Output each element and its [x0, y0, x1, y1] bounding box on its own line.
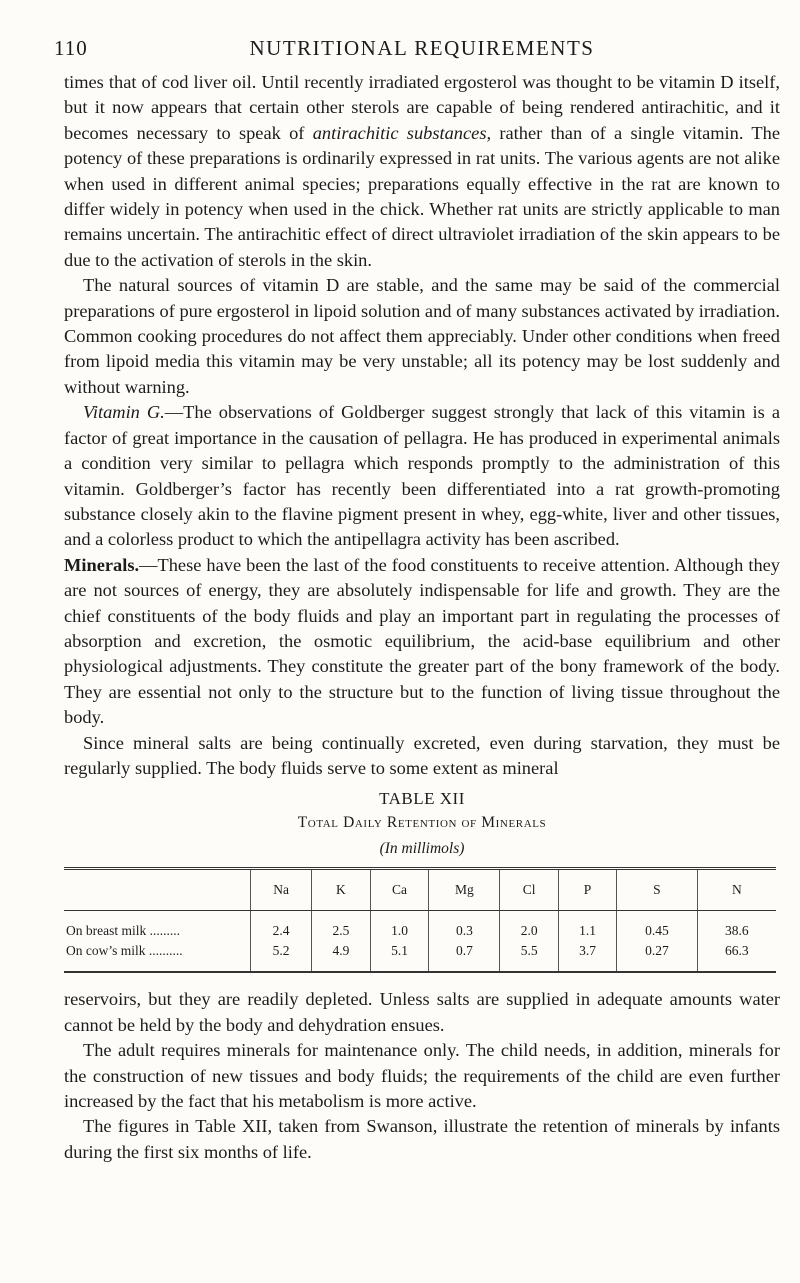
table-cell: 66.3 — [697, 941, 776, 972]
paragraph-vitamin-d-continued — [64, 70, 780, 273]
table-cell: 1.1 — [558, 911, 616, 942]
row-label: On cow’s milk .......... — [66, 943, 183, 959]
paragraph-text: —These have been the last of the food constituents to receive attention. Although they are not sources of energy, they are absolutely indispensable for life and growth. They are the chief constituents of the body fluids and play an important part in regulating the processes of absorption and excretion, the osmotic equilibrium, the acid-base equilibrium and other physiological adjustments. They constitute the greater part of the bony framework of the body. They are essential not only to the structure but to the function of living tissue throughout the body. — [64, 554, 780, 728]
paragraph-adult-requirements: The adult requires minerals for maintenance only. The child needs, in addition, minerals for the construction of new tissues and body fluids; the requirements of the child are even further increased by the fact that his metabolism is more active. — [64, 1040, 780, 1111]
table-cell: 2.0 — [500, 911, 558, 942]
column-header: S — [617, 869, 697, 911]
table-row — [64, 941, 776, 972]
column-header: Ca — [370, 869, 429, 911]
paragraph-table-reference: The figures in Table XII, taken from Swanson, illustrate the retention of minerals by infants during the first six months of life. — [64, 1116, 780, 1162]
paragraph-text: rather than of a single vitamin. The potency of these preparations is ordinarily expressed in rat units. The various agents are not alike when used in different animal species; preparations equally effective in the rat are known to differ widely in potency when used in the chick. Whether rat units are strictly applicable to man remains uncertain. The antirachitic effect of direct ultraviolet irradiation of the skin appears to be due to the activation of sterols in the skin. — [64, 122, 780, 270]
column-header: K — [312, 869, 370, 911]
table-header-row — [64, 869, 776, 911]
page-number: 110 — [54, 36, 88, 60]
column-header: N — [697, 869, 776, 911]
paragraph-reservoirs: reservoirs, but they are readily depleted. Unless salts are supplied in adequate amounts water cannot be held by the body and dehydration ensues. — [64, 989, 780, 1035]
table-cell: 2.4 — [251, 911, 312, 942]
table-cell: 0.45 — [617, 911, 697, 942]
page-header — [54, 36, 780, 70]
section-heading-vitamin-g: Vitamin G. — [83, 402, 165, 423]
table-row — [64, 911, 776, 942]
running-title: NUTRITIONAL REQUIREMENTS — [249, 36, 595, 60]
table-cell: 4.9 — [312, 941, 370, 972]
table-cell: 5.5 — [500, 941, 558, 972]
paragraph-vitamin-g — [64, 400, 780, 552]
column-header: Cl — [500, 869, 558, 911]
paragraph-vitamin-d-stability: The natural sources of vitamin D are stable, and the same may be said of the commercial preparations of pure ergosterol in lipoid solution and of many substances activated by irradiation. Common cooking procedures do not affect them appreciably. Under other conditions when freed from lipoid media this vitamin may be very unstable; all its potency may be lost suddenly and without warning. — [64, 275, 780, 397]
table-title: TABLE XII — [379, 789, 465, 809]
table-cell: 1.0 — [370, 911, 429, 942]
table-cell: 38.6 — [697, 911, 776, 942]
table-cell: 0.7 — [429, 941, 500, 972]
table-cell: 5.2 — [251, 941, 312, 972]
book-page — [54, 36, 780, 1165]
paragraph-minerals — [64, 553, 780, 731]
paragraph-mineral-salts: Since mineral salts are being continually excreted, even during starvation, they must be regularly supplied. The body fluids serve to some extent as mineral — [64, 732, 780, 778]
column-header: Na — [251, 869, 312, 911]
section-heading-minerals: Minerals. — [64, 554, 140, 575]
table-subtitle: Total Daily Retention of Minerals — [297, 814, 547, 832]
table-cell: 0.3 — [429, 911, 500, 942]
row-label: On breast milk ......... — [66, 923, 180, 939]
mineral-retention-table — [64, 867, 776, 973]
column-header: P — [558, 869, 616, 911]
emphasis-text: antirachitic substances, — [312, 122, 492, 143]
column-header — [64, 869, 251, 911]
table-cell: 3.7 — [558, 941, 616, 972]
table-cell: 5.1 — [370, 941, 429, 972]
paragraph-text: —The observations of Goldberger suggest strongly that lack of this vitamin is a factor of great importance in the causation of pellagra. He has produced in experimental animals a condition very similar to pellagra which responds promptly to the administration of this vitamin. Goldberger’s factor has recently been differentiated into a rat growth-promoting substance closely akin to the flavine pigment present in whey, egg-white, liver and other tissues, and a colorless product to which the antipellagra activity has been ascribed. — [64, 402, 780, 550]
paragraph-text: times that of cod liver oil. Until recently irradiated ergosterol was thought to be vitamin D itself, but it now appears that certain other sterols are capable of being rendered antirachitic, and it becomes necessary to speak of — [64, 72, 780, 143]
table-cell: 2.5 — [312, 911, 370, 942]
table-unit: (In millimols) — [379, 840, 465, 858]
column-header: Mg — [429, 869, 500, 911]
table-cell: 0.27 — [617, 941, 697, 972]
